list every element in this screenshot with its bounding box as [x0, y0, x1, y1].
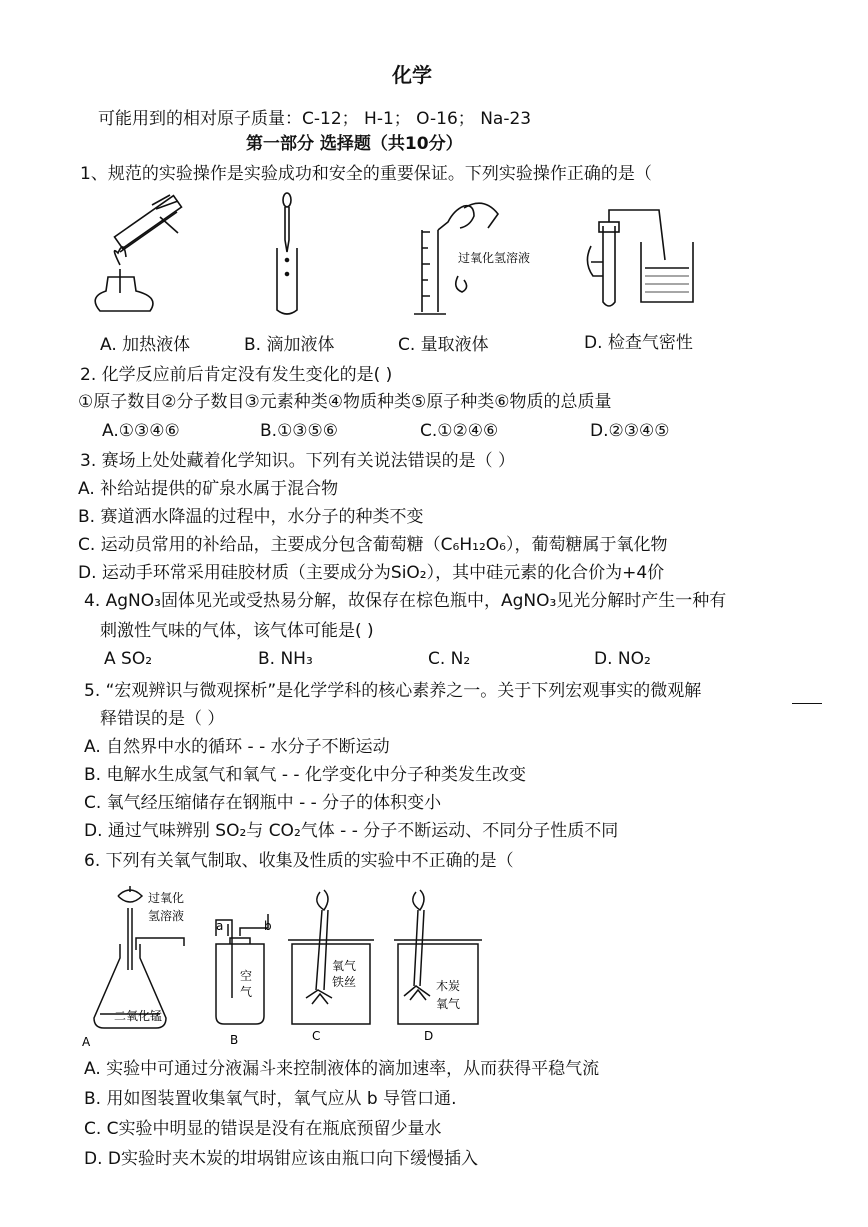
q4-option-a: A SO₂ — [104, 649, 153, 669]
q2-option-c: C.①②④⑥ — [420, 421, 499, 441]
q1-figure-label: 过氧化氢溶液 — [458, 251, 531, 265]
q3-option-c: C. 运动员常用的补给品，主要成分包含葡萄糖（C₆H₁₂O₆），葡萄糖属于氧化物 — [78, 535, 668, 555]
q6-option-a: A. 实验中可通过分液漏斗来控制液体的滴加速率，从而获得平稳气流 — [84, 1059, 600, 1079]
margin-rule — [792, 703, 822, 704]
q2-option-b: B.①③⑤⑥ — [260, 421, 339, 441]
q2-items: ①原子数目②分子数目③元素种类④物质种类⑤原子种类⑥物质的总质量 — [78, 392, 612, 412]
q2-option-a: A.①③④⑥ — [102, 421, 180, 441]
q5-stem-line2: 释错误的是（ ） — [100, 709, 225, 729]
q6-option-b: B. 用如图装置收集氧气时，氧气应从 b 导管口通. — [84, 1089, 457, 1109]
alcohol-lamp-heating-figure — [90, 195, 190, 320]
q4-option-c: C. N₂ — [428, 649, 471, 669]
label-oxygen-c: 氧气 — [332, 959, 357, 973]
section-heading: 第一部分 选择题（共10分） — [246, 134, 463, 154]
q5-stem-line1: 5. “宏观辨识与微观探析”是化学学科的核心素养之一。关于下列宏观事实的微观解 — [84, 681, 702, 701]
q5-option-c: C. 氧气经压缩储存在钢瓶中 - - 分子的体积变小 — [84, 793, 442, 813]
graduated-cylinder-figure — [408, 196, 531, 321]
airtightness-check-figure — [583, 206, 703, 316]
q3-option-a: A. 补给站提供的矿泉水属于混合物 — [78, 479, 339, 499]
oxygen-experiment-figure — [80, 878, 580, 1050]
q3-option-b: B. 赛道洒水降温的过程中，水分子的种类不变 — [78, 507, 424, 527]
q4-option-d: D. NO₂ — [594, 649, 651, 669]
q4-option-b: B. NH₃ — [258, 649, 313, 669]
q6-option-d: D. D实验时夹木炭的坩埚钳应该由瓶口向下缓慢插入 — [84, 1149, 478, 1169]
q2-option-d: D.②③④⑤ — [590, 421, 670, 441]
q2-stem: 2. 化学反应前后肯定没有发生变化的是( ) — [80, 365, 393, 385]
label-apparatus-b: B — [230, 1033, 239, 1047]
label-tube-a: a — [216, 919, 224, 933]
label-apparatus-d: D — [424, 1029, 434, 1043]
q5-option-b: B. 电解水生成氢气和氧气 - - 化学变化中分子种类发生改变 — [84, 765, 526, 785]
dropper-test-tube-figure — [265, 192, 310, 322]
atomic-masses: 可能用到的相对原子质量：C-12； H-1； O-16； Na-23 — [98, 109, 532, 129]
q1-stem: 1、规范的实验操作是实验成功和安全的重要保证。下列实验操作正确的是（ — [80, 164, 652, 184]
q6-stem: 6. 下列有关氧气制取、收集及性质的实验中不正确的是（ — [84, 851, 514, 871]
q5-option-d: D. 通过气味辨别 SO₂与 CO₂气体 - - 分子不断运动、不同分子性质不同 — [84, 821, 619, 841]
q5-option-a: A. 自然界中水的循环 - - 水分子不断运动 — [84, 737, 390, 757]
q1-option-a: A. 加热液体 — [100, 335, 191, 355]
page-title: 化学 — [392, 63, 432, 87]
label-apparatus-c: C — [312, 1029, 321, 1043]
q1-option-b: B. 滴加液体 — [244, 335, 335, 355]
label-h2o2-2: 氢溶液 — [148, 909, 185, 923]
label-charcoal: 木炭 — [436, 979, 461, 993]
label-mno2: 二氧化锰 — [114, 1009, 163, 1023]
q6-option-c: C. C实验中明显的错误是没有在瓶底预留少量水 — [84, 1119, 442, 1139]
label-h2o2-1: 过氧化 — [148, 891, 185, 905]
q3-option-d: D. 运动手环常采用硅胶材质（主要成分为SiO₂），其中硅元素的化合价为+4价 — [78, 563, 665, 583]
q4-stem-line1: 4. AgNO₃固体见光或受热易分解，故保存在棕色瓶中，AgNO₃见光分解时产生一种有 — [84, 591, 727, 611]
q1-option-d: D. 检查气密性 — [584, 333, 693, 353]
label-air-2: 气 — [240, 985, 253, 999]
label-air-1: 空 — [240, 969, 253, 983]
label-iron-wire: 铁丝 — [332, 975, 357, 989]
label-oxygen-d: 氧气 — [436, 997, 461, 1011]
label-tube-b: b — [264, 919, 272, 933]
q1-option-c: C. 量取液体 — [398, 335, 489, 355]
label-apparatus-a: A — [82, 1035, 91, 1049]
q4-stem-line2: 刺激性气味的气体，该气体可能是( ) — [100, 621, 374, 641]
q3-stem: 3. 赛场上处处藏着化学知识。下列有关说法错误的是（ ） — [80, 451, 516, 471]
